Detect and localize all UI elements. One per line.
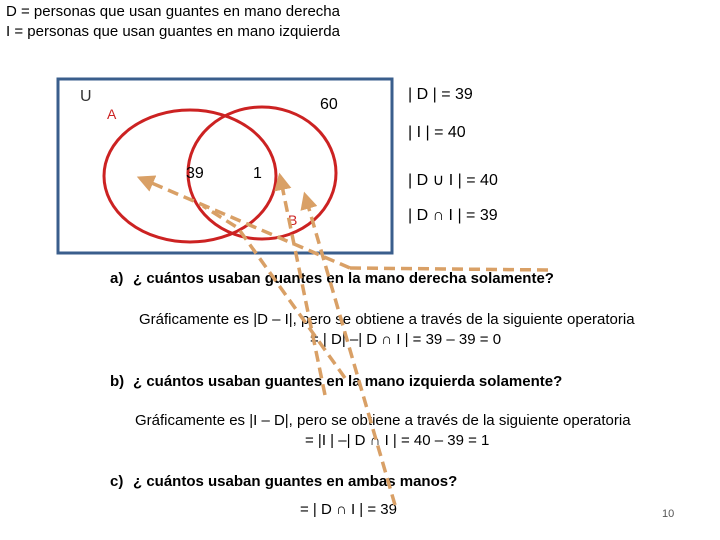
cardinality-d: | D | = 39 [408, 86, 473, 103]
question-c-text: ¿ cuántos usaban guantes en ambas manos? [133, 473, 458, 490]
page-number: 10 [662, 508, 675, 520]
question-c-line2: = | D ∩ I | = 39 [300, 501, 397, 518]
left-only-value: 39 [186, 165, 204, 182]
arrow-c [305, 195, 395, 505]
question-a-text: ¿ cuántos usaban guantes en la mano derecha solamente? [133, 270, 554, 287]
definition-i: I = personas que usan guantes en mano izquierda [6, 23, 340, 40]
set-b-label: B [288, 212, 298, 228]
question-b-label: b) [110, 373, 125, 390]
definition-d: D = personas que usan guantes en mano derecha [6, 3, 340, 20]
arrow-b2 [280, 176, 325, 395]
universe-label: U [80, 88, 92, 105]
cardinality-union: | D ∪ I | = 40 [408, 172, 498, 189]
question-a-label: a) [110, 270, 124, 287]
cardinality-intersection: | D ∩ I | = 39 [408, 207, 498, 224]
question-a-line1: Gráficamente es |D – I|, pero se obtiene a través de la siguiente operatoria [139, 311, 635, 328]
question-b-line2: = |I | –| D ∩ I | = 40 – 39 = 1 [305, 432, 490, 449]
cardinality-i: | I | = 40 [408, 124, 466, 141]
arrow-a [140, 178, 350, 268]
question-b-text: ¿ cuántos usaban guantes en la mano izquierda solamente? [133, 373, 563, 390]
question-a-line2: = | D| –| D ∩ I | = 39 – 39 = 0 [310, 331, 502, 348]
arrow-b [203, 206, 345, 378]
set-a-label: A [107, 106, 117, 122]
arrow-a-tail [350, 268, 550, 270]
question-b-line1: Gráficamente es |I – D|, pero se obtiene a través de la siguiente operatoria [135, 412, 631, 429]
outside-value: 60 [320, 96, 338, 113]
question-c-label: c) [110, 473, 124, 490]
right-only-value: 1 [253, 165, 262, 182]
